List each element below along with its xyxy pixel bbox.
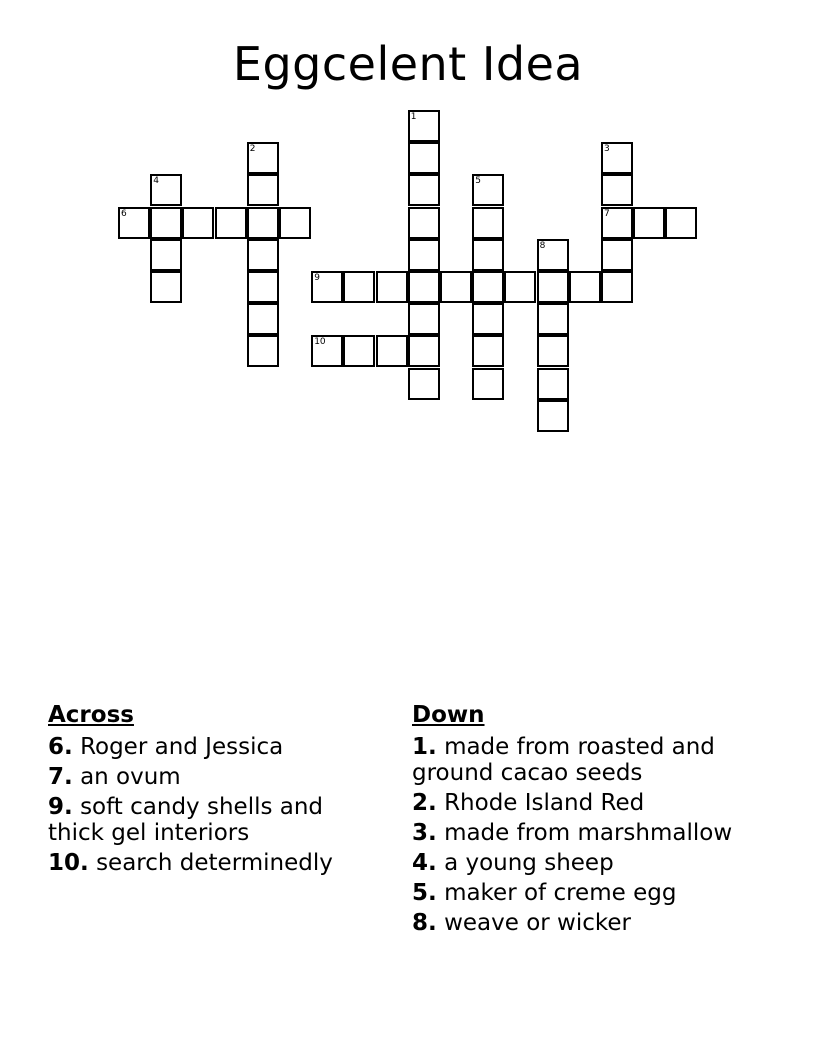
crossword-grid (0, 0, 816, 460)
grid-cell[interactable] (247, 271, 279, 303)
grid-cell[interactable] (601, 174, 633, 206)
grid-cell[interactable] (472, 368, 504, 400)
grid-cell[interactable] (472, 174, 504, 206)
grid-cell[interactable] (182, 207, 214, 239)
clue-text: Roger and Jessica (80, 734, 284, 760)
clue-number: 2. (412, 790, 437, 816)
grid-cell[interactable] (376, 335, 408, 367)
grid-cell[interactable] (247, 174, 279, 206)
grid-cell[interactable] (537, 271, 569, 303)
clue-number: 5. (412, 880, 437, 906)
grid-cell[interactable] (633, 207, 665, 239)
grid-cell[interactable] (537, 368, 569, 400)
grid-cell[interactable] (408, 142, 440, 174)
across-clue (48, 794, 378, 846)
clue-text: made from roasted and ground cacao seeds (412, 734, 715, 786)
cell-number: 10 (314, 337, 326, 348)
grid-cell[interactable] (247, 303, 279, 335)
grid-cell[interactable] (537, 400, 569, 432)
grid-cell[interactable] (537, 335, 569, 367)
grid-cell[interactable] (247, 335, 279, 367)
grid-cell[interactable] (601, 207, 633, 239)
page-title: Eggcelent Idea (232, 37, 584, 91)
grid-cell[interactable] (440, 271, 472, 303)
grid-cell[interactable] (311, 271, 343, 303)
across-clue (48, 850, 378, 876)
down-heading: Down (412, 702, 485, 728)
down-clue (412, 880, 762, 906)
grid-cell[interactable] (408, 271, 440, 303)
grid-cell[interactable] (569, 271, 601, 303)
clue-text: made from marshmallow (444, 820, 733, 846)
grid-cell[interactable] (343, 271, 375, 303)
grid-cell[interactable] (215, 207, 247, 239)
grid-cell[interactable] (472, 335, 504, 367)
grid-cell[interactable] (311, 335, 343, 367)
grid-cell[interactable] (504, 271, 536, 303)
grid-cell[interactable] (408, 110, 440, 142)
cell-number: 1 (410, 112, 417, 122)
clue-number: 3. (412, 820, 437, 846)
grid-cell[interactable] (150, 207, 182, 239)
grid-cell[interactable] (537, 303, 569, 335)
clue-text: a young sheep (444, 850, 614, 876)
grid-cell[interactable] (408, 303, 440, 335)
down-clue (412, 820, 762, 846)
grid-cell[interactable] (376, 271, 408, 303)
clue-text: an ovum (80, 764, 181, 790)
grid-cell[interactable] (279, 207, 311, 239)
grid-cell[interactable] (150, 239, 182, 271)
grid-cell[interactable] (247, 239, 279, 271)
grid-cell[interactable] (472, 271, 504, 303)
grid-cell[interactable] (601, 239, 633, 271)
clue-number: 7. (48, 764, 73, 790)
clue-text: weave or wicker (444, 910, 631, 936)
across-heading: Across (48, 702, 134, 728)
clue-number: 6. (48, 734, 73, 760)
grid-cell[interactable] (472, 239, 504, 271)
down-clue (412, 790, 762, 816)
across-clue (48, 734, 378, 760)
grid-cell[interactable] (408, 335, 440, 367)
cell-number: 6 (121, 208, 127, 219)
clue-text: Rhode Island Red (444, 790, 645, 816)
clue-text: maker of creme egg (444, 880, 677, 906)
clue-text: soft candy shells and thick gel interiors (48, 794, 324, 846)
cell-number: 8 (539, 240, 546, 251)
clue-number: 10. (48, 850, 89, 876)
grid-cell[interactable] (247, 207, 279, 239)
grid-cell[interactable] (343, 335, 375, 367)
grid-cell[interactable] (408, 239, 440, 271)
clue-number: 1. (412, 734, 437, 760)
down-clues (412, 702, 762, 940)
grid-cell[interactable] (408, 174, 440, 206)
cell-number: 2 (249, 144, 256, 155)
grid-cell[interactable] (665, 207, 697, 239)
cell-number: 7 (604, 208, 610, 219)
clue-number: 4. (412, 850, 437, 876)
grid-cell[interactable] (601, 142, 633, 174)
clue-number: 9. (48, 794, 73, 820)
grid-cell[interactable] (537, 239, 569, 271)
down-clue (412, 850, 762, 876)
grid-cell[interactable] (601, 271, 633, 303)
grid-cell[interactable] (118, 207, 150, 239)
cell-number: 3 (604, 144, 610, 155)
down-clue (412, 734, 762, 786)
clue-text: search determinedly (96, 850, 333, 876)
cell-number: 5 (475, 176, 481, 187)
cell-number: 4 (153, 176, 159, 187)
down-clue (412, 910, 762, 936)
grid-cell[interactable] (247, 142, 279, 174)
grid-cell[interactable] (150, 271, 182, 303)
grid-cell[interactable] (408, 207, 440, 239)
grid-cell[interactable] (472, 303, 504, 335)
cell-number: 9 (314, 273, 320, 283)
grid-cell[interactable] (150, 174, 182, 206)
clue-number: 8. (412, 910, 437, 936)
across-clues (48, 702, 378, 880)
grid-cell[interactable] (408, 368, 440, 400)
grid-cell[interactable] (472, 207, 504, 239)
across-clue (48, 764, 378, 790)
